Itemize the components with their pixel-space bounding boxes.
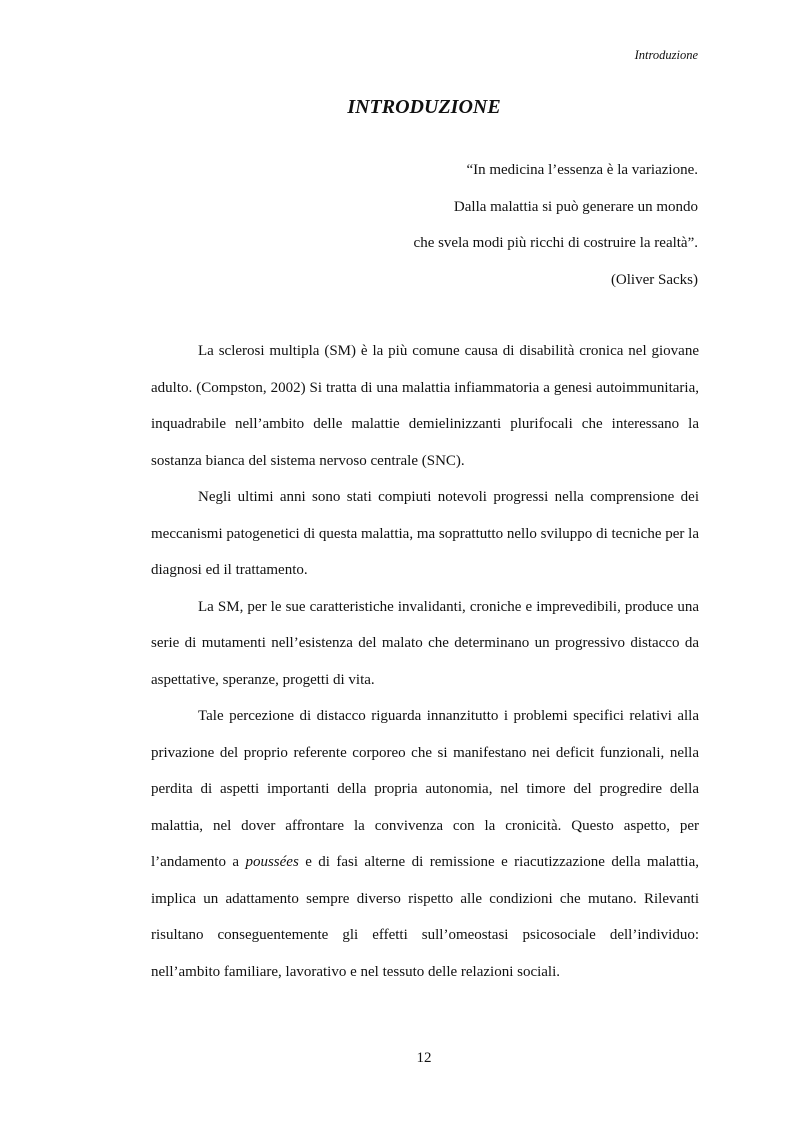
paragraph: Negli ultimi anni sono stati compiuti notevoli progressi nella comprensione dei meccanismi patogenetici di questa malattia, ma soprattutto nello sviluppo di tecniche per la diagnosi ed il trattamento. xyxy=(151,489,699,578)
epigraph-line: che svela modi più ricchi di costruire la realtà”. xyxy=(413,235,698,251)
paragraph xyxy=(151,698,699,990)
body-text xyxy=(151,333,699,990)
paragraph-text: Tale percezione di distacco riguarda innanzitutto i problemi specifici relativi alla privazione del proprio referente corporeo che si manifestano nei deficit funzionali, nella perdita di aspetti importanti della propria autonomia, nel timore del progredire della malattia, nel dover affrontare la convivenza con la cronicità. Questo aspetto, per l’andamento a xyxy=(151,708,699,870)
epigraph-quote xyxy=(414,160,698,306)
page-number: 12 xyxy=(416,1050,432,1066)
paragraph: La SM, per le sue caratteristiche invalidanti, croniche e imprevedibili, produce una serie di mutamenti nell’esistenza del malato che determinano un progressivo distacco da aspettative, speranze, progetti di vita. xyxy=(151,598,699,688)
epigraph-line: “In medicina l’essenza è la variazione. xyxy=(466,162,698,178)
paragraph-text: e di fasi alterne di remissione e riacutizzazione della malattia, implica un adattamento sempre diverso rispetto alle condizioni che mutano. Rilevanti risultano conseguentemente gli effetti sull’omeostasi psicosociale dell’individuo: nell’ambito familiare, lavorativo e nel tessuto delle relazioni sociali. xyxy=(151,854,699,980)
paragraph: La sclerosi multipla (SM) è la più comune causa di disabilità cronica nel giovane adulto. (Compston, 2002) Si tratta di una malattia infiammatoria a genesi autoimmunitaria, inquadrabile nell’ambito delle malattie demielinizzanti plurifocali che interessano la sostanza bianca del sistema nervoso centrale (SNC). xyxy=(151,343,699,469)
epigraph-line: Dalla malattia si può generare un mondo xyxy=(453,198,698,215)
running-header: Introduzione xyxy=(634,48,698,62)
page-title: INTRODUZIONE xyxy=(347,96,501,118)
epigraph-attribution: (Oliver Sacks) xyxy=(610,271,698,288)
italic-term: poussées xyxy=(245,854,299,870)
